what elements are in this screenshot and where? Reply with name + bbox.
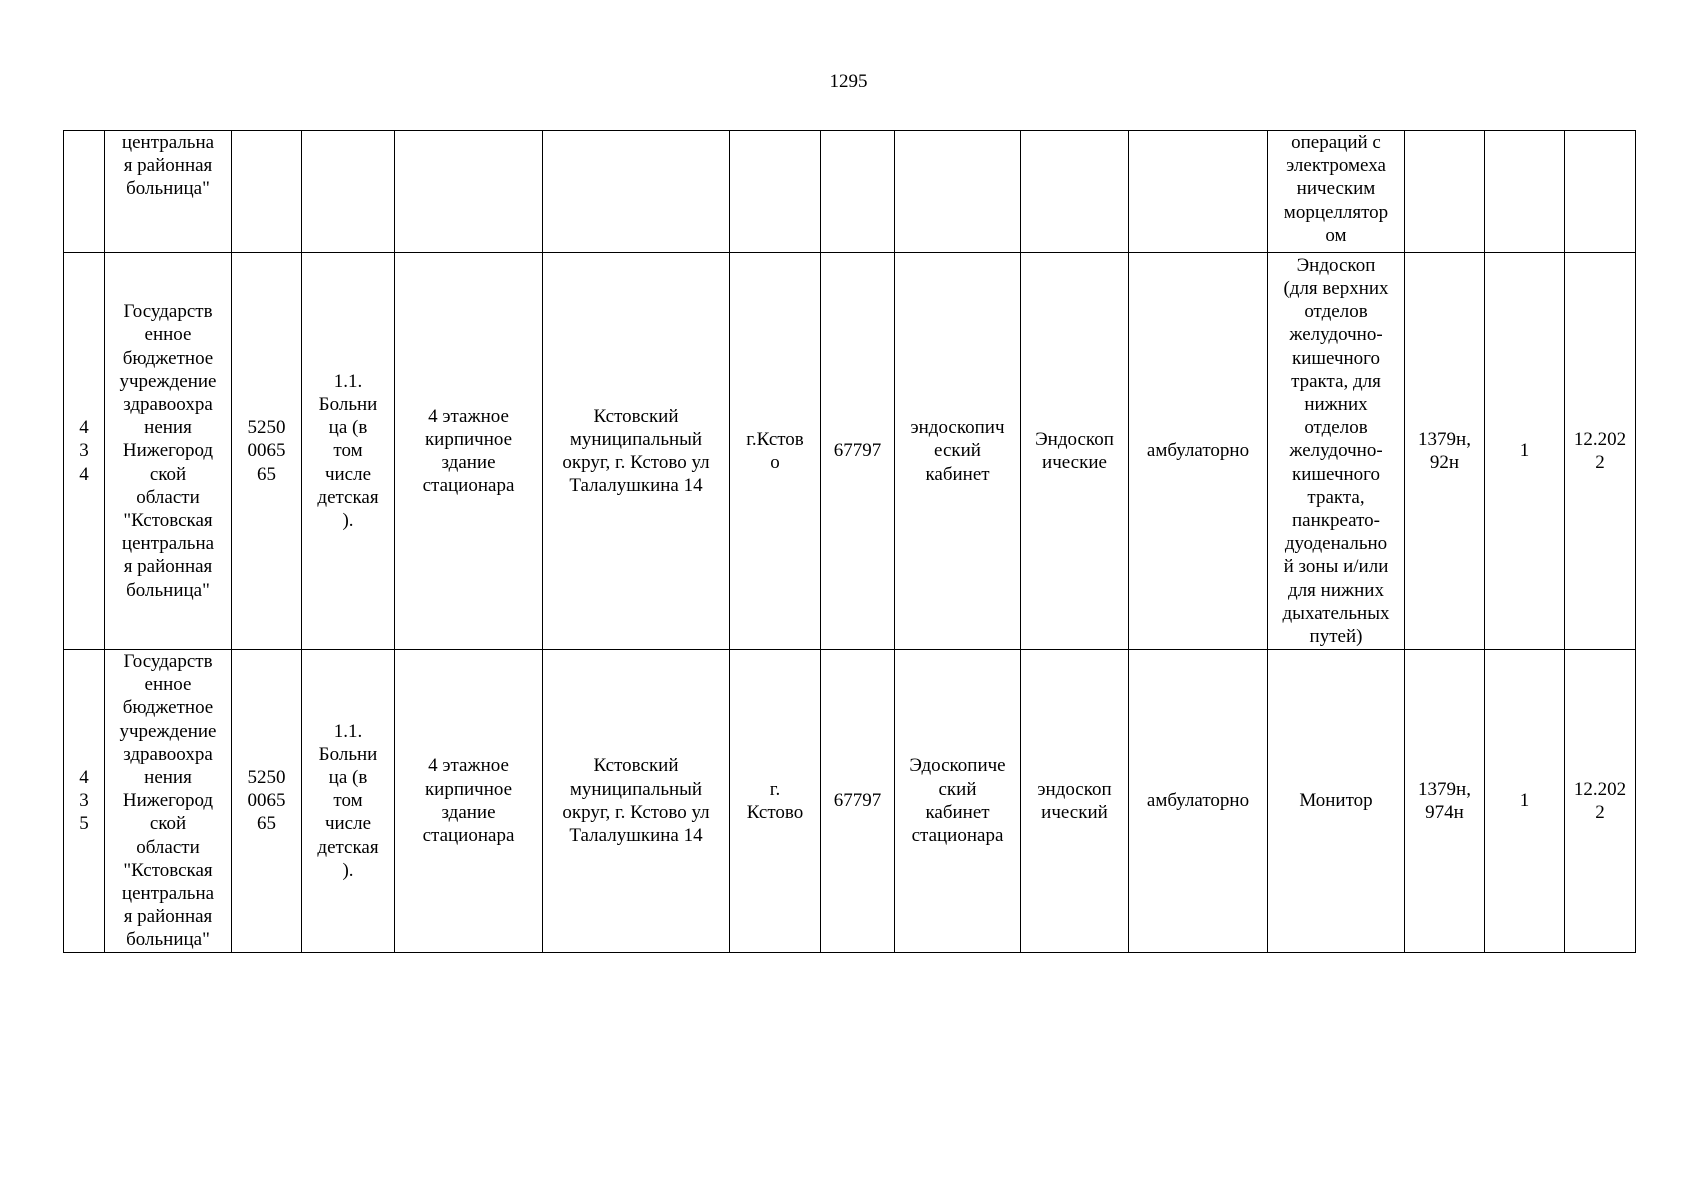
equipment-cell: Монитор [1268,650,1405,953]
organization-cell: центральна я районная больница" [105,131,232,253]
locality-cell: г.Кстов о [730,253,821,650]
care-form-cell: амбулаторно [1129,650,1268,953]
building-type-cell: 1.1. Больни ца (в том числе детская ). [302,650,395,953]
equipment-cell: Эндоскоп (для верхних отделов желудочно- кишечного тракта, для нижних отделов желудочно- кишечного тракта, панкреато- дуоденально й зоны и/или для нижних дыхательных путей) [1268,253,1405,650]
inn-cell [232,131,302,253]
locality-cell [730,131,821,253]
building-cell: 4 этажное кирпичное здание стационара [395,253,543,650]
date-cell: 12.202 2 [1565,253,1636,650]
order-cell: 1379н, 92н [1405,253,1485,650]
building-type-cell [302,131,395,253]
equipment-cell: операций с электромеха ническим морцеллятор ом [1268,131,1405,253]
building-cell: 4 этажное кирпичное здание стационара [395,650,543,953]
table-row [64,131,1636,253]
profile-cell: эндоскоп ический [1021,650,1129,953]
building-cell [395,131,543,253]
equipment-registry-table [63,130,1636,953]
table-row [64,650,1636,953]
date-cell: 12.202 2 [1565,650,1636,953]
code-cell [821,131,895,253]
inn-cell: 5250 0065 65 [232,650,302,953]
address-cell [543,131,730,253]
inn-cell: 5250 0065 65 [232,253,302,650]
quantity-cell [1485,131,1565,253]
organization-cell: Государств енное бюджетное учреждение здравоохра нения Нижегород ской области "Кстовская центральна я районная больница" [105,253,232,650]
order-cell: 1379н, 974н [1405,650,1485,953]
order-cell [1405,131,1485,253]
care-form-cell: амбулаторно [1129,253,1268,650]
code-cell: 67797 [821,650,895,953]
unit-cell [895,131,1021,253]
page-number: 1295 [829,71,868,92]
unit-cell: Эдоскопиче ский кабинет стационара [895,650,1021,953]
profile-cell: Эндоскоп ические [1021,253,1129,650]
table-row [64,253,1636,650]
address-cell: Кстовский муниципальный округ, г. Кстово ул Талалушкина 14 [543,650,730,953]
code-cell: 67797 [821,253,895,650]
building-type-cell: 1.1. Больни ца (в том числе детская ). [302,253,395,650]
row-number-cell [64,131,105,253]
organization-cell: Государств енное бюджетное учреждение здравоохра нения Нижегород ской области "Кстовская центральна я районная больница" [105,650,232,953]
unit-cell: эндоскопич еский кабинет [895,253,1021,650]
quantity-cell: 1 [1485,253,1565,650]
quantity-cell: 1 [1485,650,1565,953]
row-number-cell: 4 3 4 [64,253,105,650]
address-cell: Кстовский муниципальный округ, г. Кстово ул Талалушкина 14 [543,253,730,650]
row-number-cell: 4 3 5 [64,650,105,953]
profile-cell [1021,131,1129,253]
locality-cell: г. Кстово [730,650,821,953]
date-cell [1565,131,1636,253]
care-form-cell [1129,131,1268,253]
